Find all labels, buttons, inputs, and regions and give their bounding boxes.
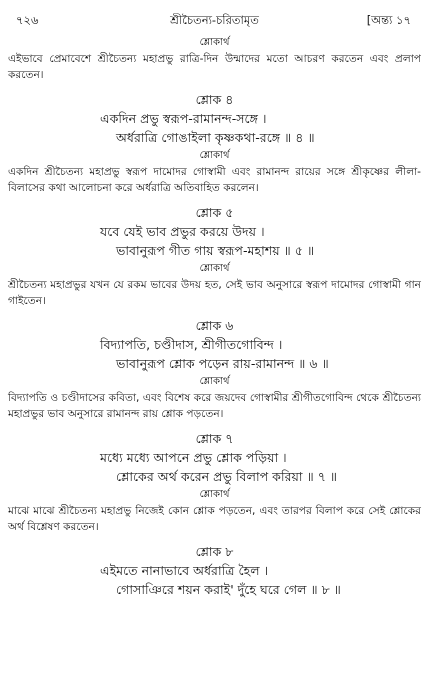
- translation-label: শ্লোকার্থ: [199, 37, 230, 48]
- verse-line: যবে যেই ভাব প্রভুর করয়ে উদয় ।: [100, 224, 265, 239]
- section-reference: [অন্ত্য ১৭: [366, 13, 411, 27]
- verse-line: মধ্যে মধ্যে আপনে প্রভু শ্লোক পড়িয়া ।: [100, 450, 287, 465]
- verse-title: শ্লোক ৭: [195, 431, 234, 446]
- book-title: শ্রীচৈতন্য-চরিতামৃত: [170, 13, 259, 27]
- verse-title: শ্লোক ৬: [195, 318, 234, 333]
- translation-label: শ্লোকার্থ: [199, 376, 230, 387]
- verse-title: শ্লোক ৫: [195, 205, 234, 220]
- verse-line: বিদ্যাপতি, চণ্ডীদাস, শ্রীগীতগোবিন্দ ।: [100, 337, 283, 352]
- verse-title: শ্লোক ৪: [195, 92, 234, 107]
- verse-line: এইমতে নানাভাবে অর্ধরাত্রি হৈল ।: [100, 563, 269, 578]
- verse: [8, 109, 421, 147]
- translation-label: শ্লোকার্থ: [199, 150, 230, 161]
- verse-line: ভাবানুরূপ শ্লোক পড়েন রায়-রামানন্দ ॥ ৬ ॥: [116, 356, 329, 371]
- translation-label: শ্লোকার্থ: [199, 489, 230, 500]
- verse: [8, 561, 421, 599]
- translation-text: মাঝে মাঝে শ্রীচৈতন্য মহাপ্রভু নিজেই কোন শ্লোক পড়তেন, এবং তারপর বিলাপ করে সেই শ্লোকের অর্থ বিশ্লেষণ করতেন।: [8, 505, 421, 533]
- verse-line: একদিন প্রভু স্বরূপ-রামানন্দ-সঙ্গে ।: [100, 111, 267, 126]
- verse-title: শ্লোক ৮: [195, 544, 234, 559]
- verse: [8, 335, 421, 373]
- verse-line: গোসাঞিরে শয়ন করাই' দুঁহে ঘরে গেল ॥ ৮ ॥: [116, 582, 341, 597]
- page-header: [8, 0, 421, 34]
- verse: [8, 222, 421, 260]
- verse-line: ভাবানুরূপ গীত গায় স্বরূপ-মহাশয় ॥ ৫ ॥: [116, 243, 315, 258]
- verse-line: শ্লোকের অর্থ করেন প্রভু বিলাপ করিয়া ॥ ৭ ॥: [116, 469, 338, 484]
- verse-line: অর্ধরাত্রি গোঙাইলা কৃষ্ণকথা-রঙ্গে ॥ ৪ ॥: [116, 130, 315, 145]
- verse: [8, 448, 421, 486]
- translation-label: শ্লোকার্থ: [199, 263, 230, 274]
- translation-text: শ্রীচৈতন্য মহাপ্রভুর যখন যে রকম ভাবের উদয় হত, সেই ভাব অনুসারে স্বরূপ দামোদর গোস্বামী গান গাইতেন।: [8, 279, 421, 307]
- translation-text: এইভাবে প্রেমাবেশে শ্রীচৈতন্য মহাপ্রভু রাত্রি-দিন উন্মাদের মতো আচরণ করতেন এবং প্রলাপ করতেন।: [8, 53, 421, 81]
- translation-text: একদিন শ্রীচৈতন্য মহাপ্রভু স্বরূপ দামোদর গোস্বামী এবং রামানন্দ রায়ের সঙ্গে শ্রীকৃষ্ণের লীলা-বিলাসের কথা আলোচনা করে অর্ধরাত্রি অতিবাহিত করলেন।: [8, 166, 421, 194]
- page-body: [8, 36, 421, 599]
- translation-text: বিদ্যাপতি ও চণ্ডীদাসের কবিতা, এবং বিশেষ করে জয়দেব গোস্বামীর শ্রীগীতগোবিন্দ থেকে শ্রীচৈতন্য মহাপ্রভুর ভাব অনুসারে রামানন্দ রায় শ্লোক পড়তেন।: [8, 392, 421, 420]
- page-number: ৭২৬: [16, 13, 39, 27]
